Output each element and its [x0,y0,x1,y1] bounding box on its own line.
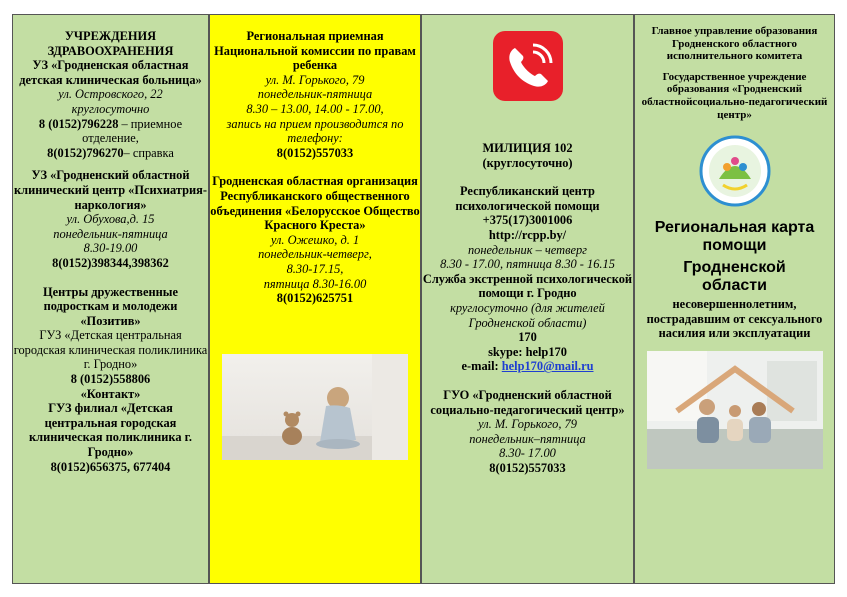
center-logo-icon [697,133,773,209]
col2-org1-note: запись на прием производится по телефону: [226,116,404,146]
family-photo [647,351,823,469]
col3-org2-hours: круглосуточно (для жителей Гродненской области) [450,300,605,330]
org3-desc: ГУЗ «Детская центральная городская клиническая поликлиника г. Гродно» [13,328,208,372]
col3-org1-phone: +375(17)3001006 [482,213,573,228]
col3-org3-name: ГУО «Гродненский областной социально-педагогический центр» [430,387,625,417]
org2-days: понедельник-пятница [53,226,168,241]
col2-org2-days: понедельник-четверг, [258,247,372,262]
org4-phones: 8(0152)656375, 677404 [50,459,171,474]
title-panel [634,14,835,584]
child-with-teddy-photo [222,354,408,460]
org4-name: «Контакт» [80,386,141,401]
police-number: МИЛИЦИЯ 102 [482,141,573,155]
col2-org2-name: Гродненская областная организация Республиканского общественного объединения «Белорусское Общество Красного Креста» [210,174,420,233]
org4-desc: ГУЗ филиал «Детская центральная городская клиническая поликлиника г. Гродно» [29,401,192,460]
email-link[interactable]: help170@mail.ru [501,359,594,374]
org1-phone2: 8(0152)796270 [47,145,124,160]
email-label: e-mail: [461,359,502,374]
col3-org2-phone: 170 [518,330,537,345]
col2-org1-days: понедельник-пятница [257,87,373,102]
org2-hours: 8.30-19.00 [83,241,138,256]
authority-name: Главное управление образования Гродненского областного исполнительного комитета [651,25,818,63]
police-hours: (круглосуточно) [482,155,573,170]
psychological-help-panel [421,14,634,584]
org2-name: УЗ «Гродненский областной клинический центр «Психиатрия-наркология» [14,168,207,212]
col2-org1-name: Региональная приемная Национальной комиссии по правам ребенка [214,29,416,73]
health-institutions-panel [12,14,209,584]
col3-org3-days: понедельник–пятница [469,431,586,446]
col3-org2-skype: skype: help170 [488,344,567,359]
col2-org2-hours1: 8.30-17.15, [286,261,344,276]
org1-phone1: 8 (0152)796228 [38,116,119,131]
col3-org3-phone: 8(0152)557033 [489,460,566,475]
col3-org3-hours: 8.30- 17.00 [499,446,556,461]
org3-phone: 8 (0152)558806 [70,372,151,387]
subtitle: несовершеннолетним, пострадавшим от сексуального насилия или эксплуатации [646,297,823,341]
col3-org1-name: Республиканский центр психологической помощи [455,184,600,213]
col3-org2-name: Служба экстренной психологической помощи г. Гродно [422,271,633,301]
org1-name: УЗ «Гродненская областная детская клиническая больница» [19,58,202,87]
col3-org3-address: ул. М. Горького, 79 [478,417,577,432]
org2-phones: 8(0152)398344,398362 [52,255,169,270]
col3-org2-email-line [422,359,633,374]
col2-org1-hours: 8.30 – 13.00, 14.00 - 17.00, [246,101,384,116]
title-line2: Гродненской [683,259,786,277]
col2-org2-address: ул. Ожешко, д. 1 [270,232,360,247]
org1-hours: круглосуточно [71,101,150,116]
col3-org1-site: http://rcpp.by/ [488,227,567,242]
col2-org2-phone: 8(0152)625751 [276,291,354,306]
org1-phone2-note: – справка [123,145,174,160]
col2-org1-address: ул. М. Горького, 79 [265,72,365,87]
col2-org1-phone: 8(0152)557033 [276,145,354,160]
heading-line1: УЧРЕЖДЕНИЯ [64,29,157,43]
org1-phone1-line [13,117,208,146]
col2-org2-hours2: пятница 8.30-16.00 [263,276,367,291]
institution-name: Государственное учреждение образования «Гродненский областнойсоциально-педагогический центр» [641,70,828,121]
phone-icon [493,31,563,101]
org1-address: ул. Островского, 22 [58,87,163,102]
org1-phone1-note: – приемное отделение, [82,116,183,146]
title-line3: области [702,277,767,295]
heading-line2: ЗДРАВООХРАНЕНИЯ [47,43,174,58]
col3-org1-hours1: понедельник – четверг [467,242,587,257]
title-line1: Региональная карта помощи [654,219,815,255]
org1-phone2-line [13,146,208,161]
col3-org1-hours2: 8.30 - 17.00, пятница 8.30 - 16.15 [440,257,615,272]
org3-name: Центры дружественные подросткам и молодежи «Позитив» [43,284,178,328]
org2-address: ул. Обухова,д. 15 [66,212,155,227]
commission-panel [209,14,421,584]
